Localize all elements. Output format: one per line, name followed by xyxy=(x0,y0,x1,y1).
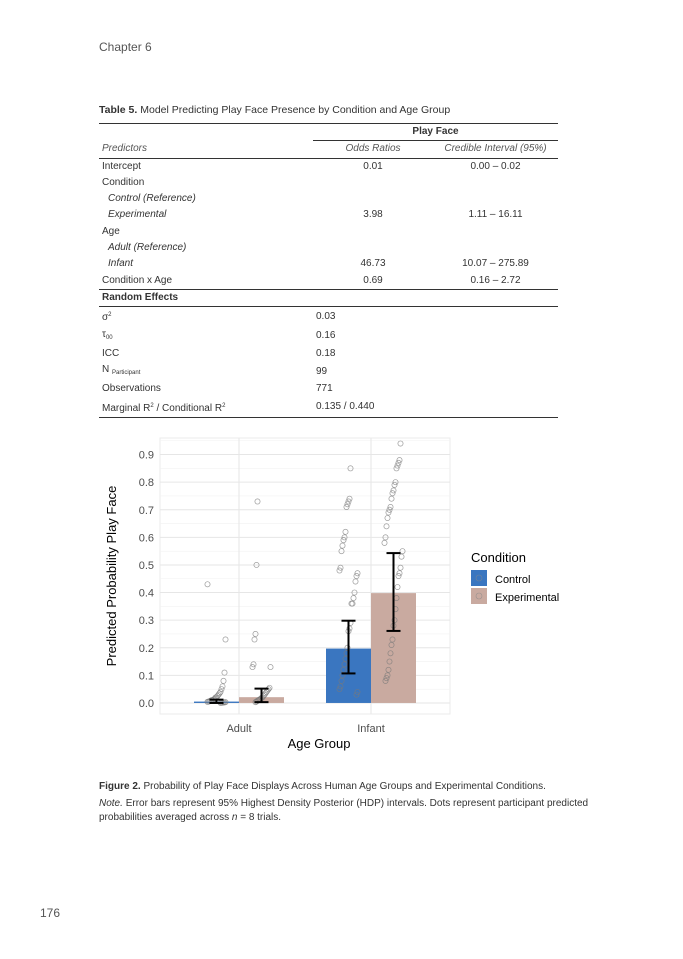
re-label xyxy=(99,398,313,418)
row-or: 0.69 xyxy=(363,274,383,286)
re-label-text: Marginal R xyxy=(102,402,151,414)
row-label: Condition xyxy=(102,176,145,188)
legend-label-experimental: Experimental xyxy=(495,592,560,604)
row-ci: 0.00 – 0.02 xyxy=(470,160,521,172)
re-row xyxy=(99,362,558,381)
figure-note-label: Note. xyxy=(99,798,123,809)
row-or xyxy=(313,224,433,240)
y-tick-labels xyxy=(139,450,154,710)
bar-chart xyxy=(99,434,580,758)
figure-note-text: Error bars represent 95% Highest Density Posterior (HDP) intervals. Dots represent participant predicted probabilities averaged across xyxy=(99,798,589,823)
row-ci: 0.16 – 2.72 xyxy=(470,274,521,286)
page-number: 176 xyxy=(40,906,61,920)
chapter-header: Chapter 6 xyxy=(99,40,152,54)
re-label-sup: 2 xyxy=(222,402,226,409)
re-label xyxy=(99,307,313,327)
re-label xyxy=(99,327,313,346)
y-tick-label: 0.2 xyxy=(138,642,154,655)
legend-swatch-experimental xyxy=(471,588,487,604)
figure-caption xyxy=(99,780,589,825)
table-title: Model Predicting Play Face Presence by Condition and Age Group xyxy=(140,104,451,116)
y-tick-label: 0.5 xyxy=(138,559,154,572)
figure-label: Figure 2. xyxy=(99,781,141,792)
row-or: 0.01 xyxy=(363,160,383,172)
table-column-header-row xyxy=(99,141,558,158)
x-axis-title: Age Group xyxy=(287,736,351,751)
table-row xyxy=(99,256,558,272)
y-axis-title: Predicted Probability Play Face xyxy=(104,485,119,667)
row-label: Condition x Age xyxy=(102,274,173,286)
row-label: Control (Reference) xyxy=(108,193,196,205)
row-or xyxy=(313,240,433,256)
x-tick-labels xyxy=(226,723,384,735)
legend-label-control: Control xyxy=(495,574,531,586)
re-row xyxy=(99,398,558,418)
row-or: 46.73 xyxy=(360,258,386,270)
row-ci xyxy=(433,224,558,240)
row-label: Intercept xyxy=(102,160,141,172)
table-row xyxy=(99,191,558,207)
y-tick-label: 0.0 xyxy=(138,697,154,710)
figure-note-text-end: = 8 trials. xyxy=(237,812,282,823)
col-predictors: Predictors xyxy=(99,141,313,158)
table-row xyxy=(99,240,558,256)
re-row xyxy=(99,327,558,346)
random-effects-header-row xyxy=(99,289,558,306)
figure-title: Probability of Play Face Displays Across Human Age Groups and Experimental Conditions. xyxy=(143,781,546,792)
legend-swatch-control xyxy=(471,570,487,586)
table-label: Table 5. xyxy=(99,104,138,116)
row-ci xyxy=(433,240,558,256)
re-value: 0.03 xyxy=(316,310,336,322)
y-tick-label: 0.4 xyxy=(138,587,154,600)
figure-title-line xyxy=(99,780,589,794)
row-ci xyxy=(433,175,558,191)
y-tick-label: 0.3 xyxy=(138,615,154,628)
row-or xyxy=(313,175,433,191)
y-tick-label: 0.1 xyxy=(138,670,154,683)
re-label-text: N xyxy=(102,364,110,376)
re-value: 0.18 xyxy=(316,347,336,359)
y-tick-label: 0.7 xyxy=(138,504,154,517)
re-row xyxy=(99,346,558,362)
row-label: Infant xyxy=(108,258,134,270)
table-row xyxy=(99,273,558,290)
re-label xyxy=(99,362,313,381)
re-label-sup: 2 xyxy=(150,402,154,409)
re-row xyxy=(99,307,558,327)
re-label-text: τ xyxy=(102,328,106,340)
row-ci xyxy=(433,191,558,207)
row-ci: 1.11 – 16.11 xyxy=(468,209,523,221)
table-row xyxy=(99,207,558,223)
table-row xyxy=(99,175,558,191)
table-group-header-row xyxy=(99,124,558,141)
y-tick-label: 0.8 xyxy=(138,477,154,490)
re-label: Observations xyxy=(102,383,161,395)
re-label-text: / Conditional R xyxy=(153,402,223,414)
legend xyxy=(471,550,559,604)
figure-note-n: n xyxy=(231,812,238,823)
col-credible-interval: Credible Interval (95%) xyxy=(433,141,558,158)
table-caption xyxy=(99,104,450,116)
re-value: 771 xyxy=(316,383,333,395)
figure-note xyxy=(99,797,589,825)
row-or xyxy=(313,191,433,207)
re-label-sup: 2 xyxy=(108,312,112,319)
x-tick-label: Adult xyxy=(226,723,252,735)
model-table xyxy=(99,123,558,418)
row-or: 3.98 xyxy=(363,209,383,221)
table-row xyxy=(99,224,558,240)
re-value: 0.135 / 0.440 xyxy=(313,398,558,418)
col-odds-ratios: Odds Ratios xyxy=(313,141,433,158)
y-tick-label: 0.6 xyxy=(138,532,154,545)
group-header: Play Face xyxy=(313,124,558,141)
re-value: 99 xyxy=(316,365,328,377)
row-label: Age xyxy=(102,225,120,237)
re-label: ICC xyxy=(102,347,120,359)
re-value: 0.16 xyxy=(316,330,336,342)
random-effects-header: Random Effects xyxy=(99,289,558,306)
x-tick-label: Infant xyxy=(357,723,385,735)
re-label-text: σ xyxy=(102,312,109,324)
re-label-sub: 00 xyxy=(105,334,113,341)
y-tick-label: 0.9 xyxy=(138,449,154,462)
re-row xyxy=(99,381,558,397)
row-label: Experimental xyxy=(108,209,167,221)
row-label: Adult (Reference) xyxy=(108,242,187,254)
re-label-sub: Participant xyxy=(112,370,141,377)
table-row xyxy=(99,158,558,175)
row-ci: 10.07 – 275.89 xyxy=(462,258,529,270)
legend-title: Condition xyxy=(471,550,526,565)
